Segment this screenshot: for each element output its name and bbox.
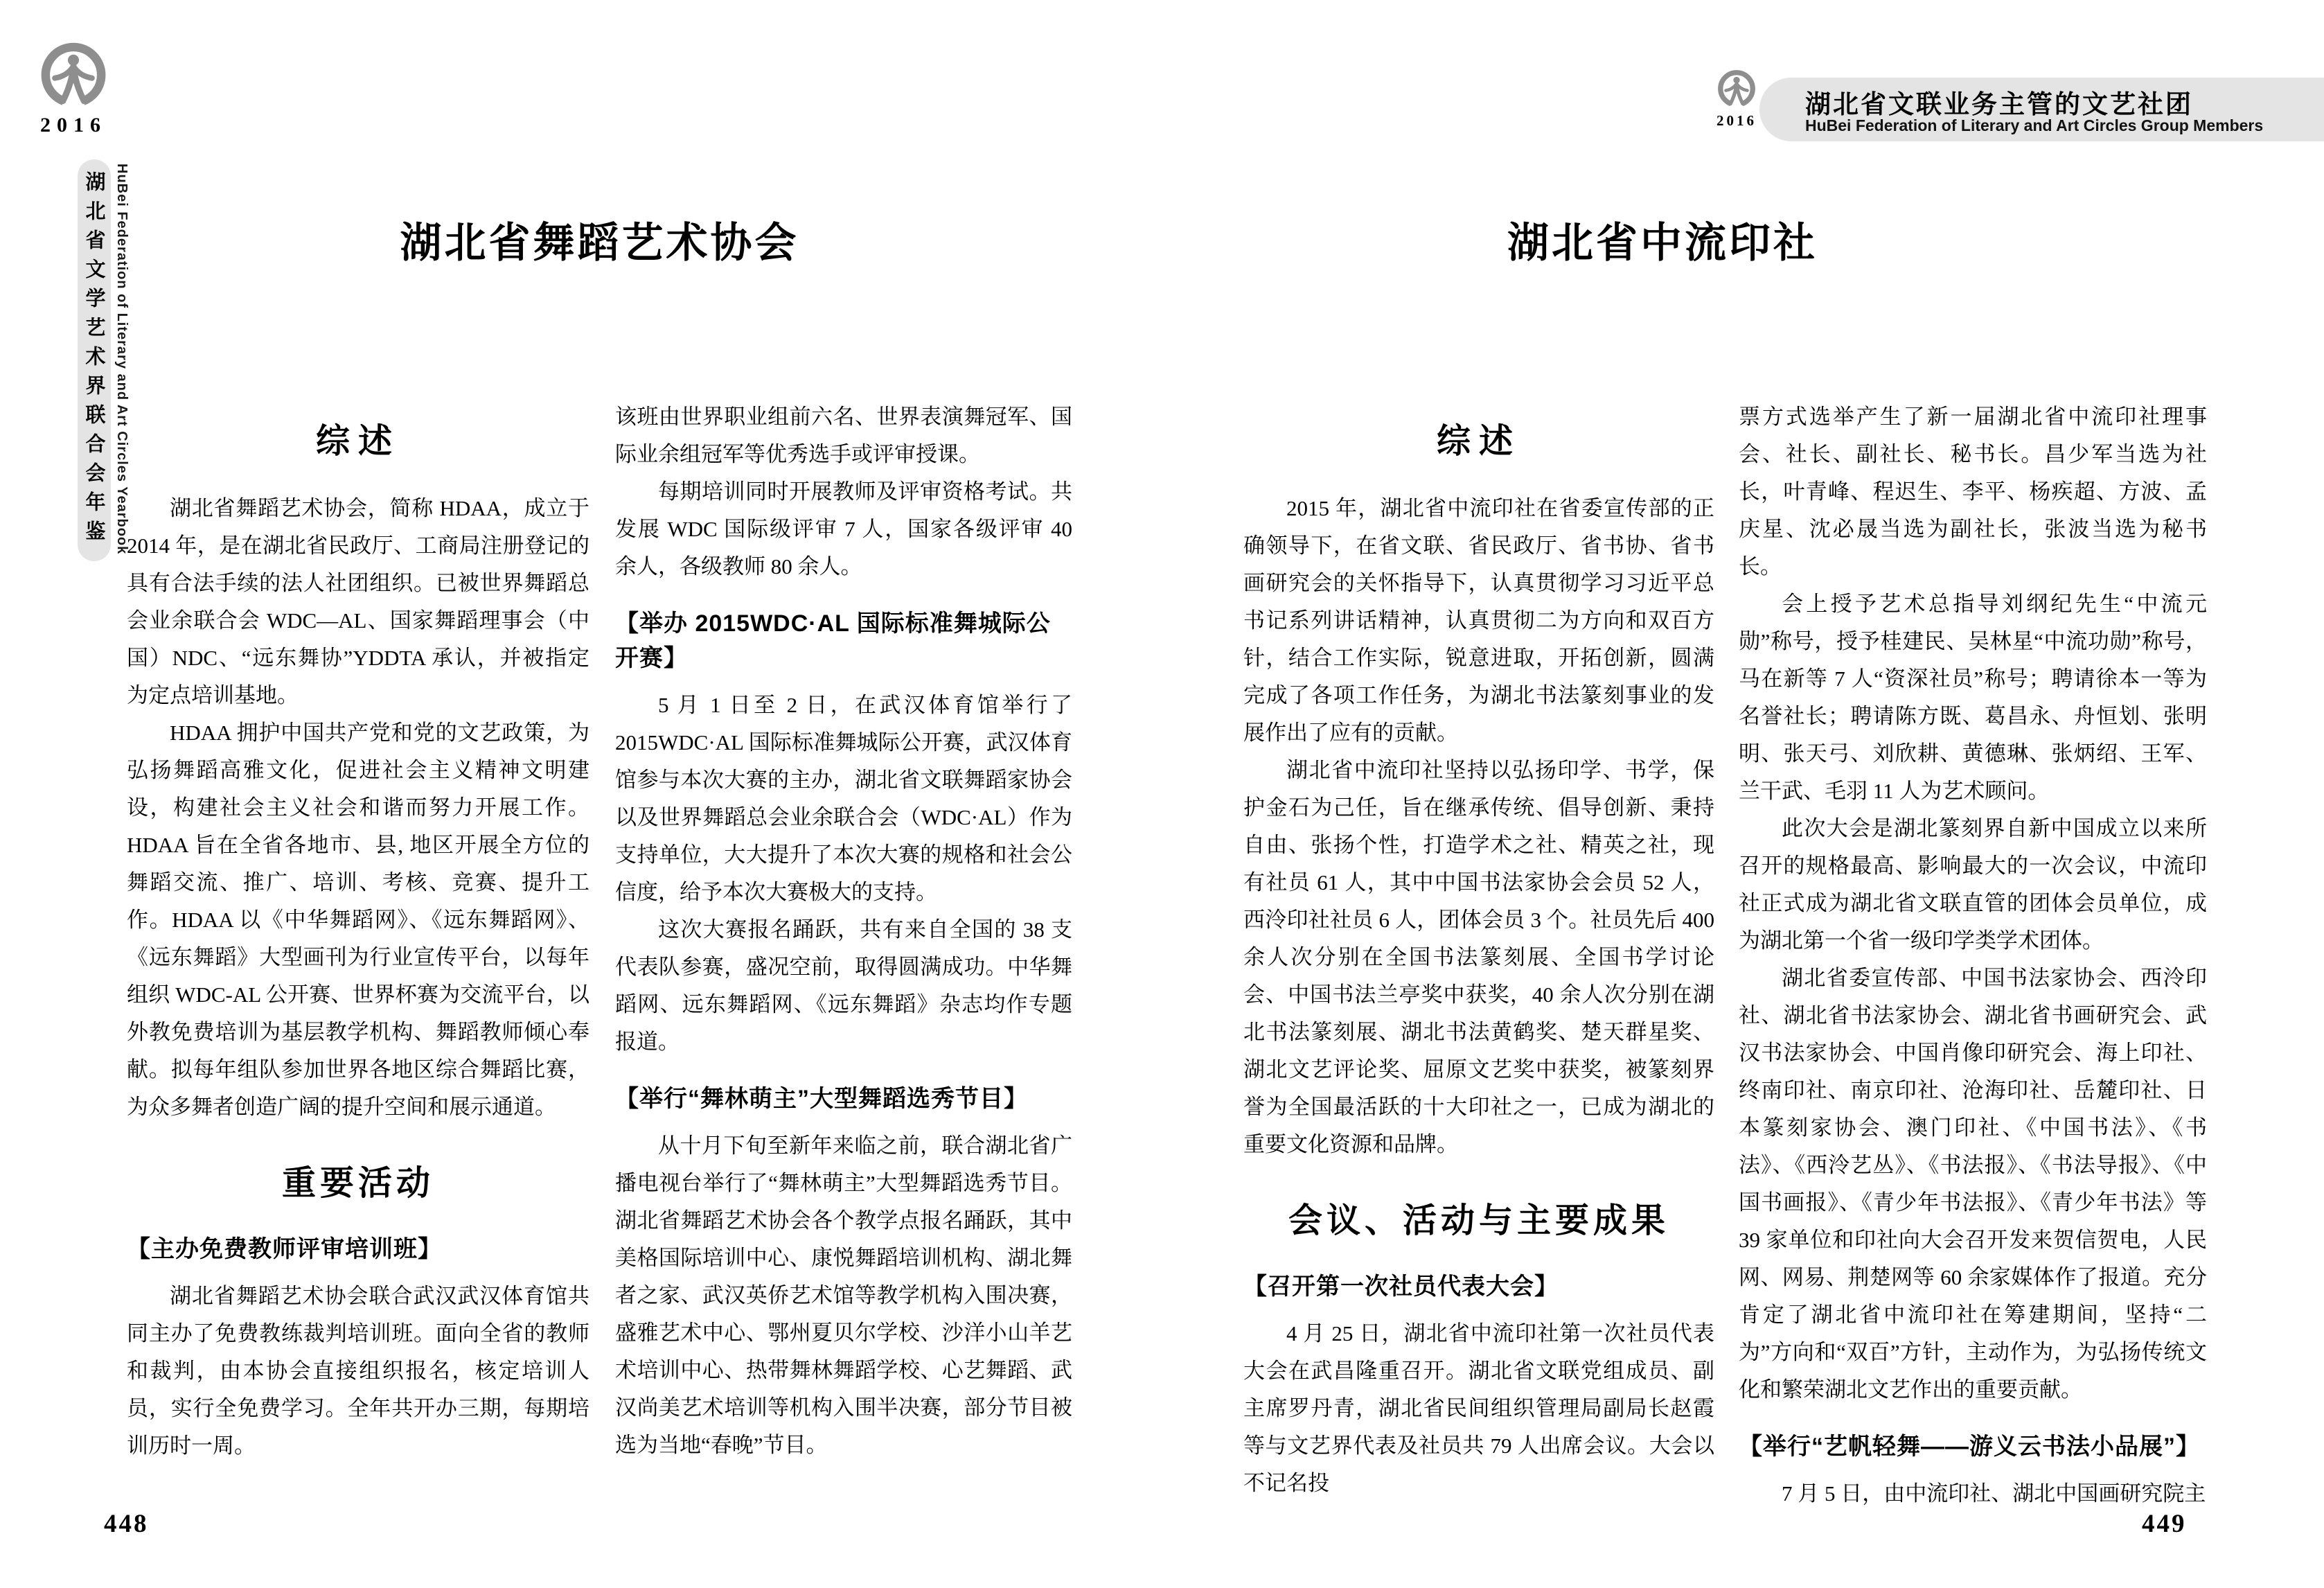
body-paragraph: 该班由世界职业组前六名、世界表演舞冠军、国际业余组冠军等优秀选手或评审授课。 bbox=[615, 405, 1072, 466]
body-paragraph: 湖北省舞蹈艺术协会联合武汉武汉体育馆共同主办了免费教练裁判培训班。面向全省的教师和裁判，由本协会直接组织报名，核定培训人员，实行全免费学习。全年共开办三期，每期培训历时一周。 bbox=[127, 1283, 589, 1458]
body-paragraph: 7 月 5 日，由中流印社、湖北中国画研究院主 bbox=[1782, 1481, 2206, 1506]
body-paragraph: 湖北省舞蹈艺术协会，简称 HDAA，成立于 2014 年，是在湖北省民政厅、工商局注册登记的具有合法手续的法人社团组织。已被世界舞蹈总会业余联合会 WDC—AL、国家舞蹈理事会（中国）NDC、“远东舞协”YDDTA 承认，并被指定为定点培训基地。 bbox=[127, 495, 589, 707]
right-page-number: 449 bbox=[2142, 1510, 2187, 1538]
body-paragraph: 湖北省中流印社坚持以弘扬印学、书学，保护金石为己任，旨在继承传统、倡导创新、秉持自由、张扬个性，打造学术之社、精英之社，现有社员 61 人，其中中国书法家协会会员 52 人，西泠印社社员 6 人，团体会员 3 个。社员先后 400 余人次分别在全国书法篆刻展、全国书学讨论会、中国书法兰亭奖中获奖，40 余人次分别在湖北书法篆刻展、湖北书法黄鹤奖、楚天群星奖、湖北文艺评论奖、屈原文艺奖中获奖，被篆刻界誉为全国最活跃的十大印社之一，已成为湖北的重要文化资源和品牌。 bbox=[1243, 757, 1714, 1156]
header-year: 2016 bbox=[1717, 112, 1757, 129]
header-title-zh: 湖北省文联业务主管的文艺社团 bbox=[1805, 90, 2193, 118]
body-paragraph: 2015 年，湖北省中流印社在省委宣传部的正确领导下，在省文联、省民政厅、省书协、省书画研究会的关怀指导下，认真贯彻学习习近平总书记系列讲话精神，认真贯彻二为方向和双百方针，结合工作实际，锐意进取，开拓创新，圆满完成了各项工作任务，为湖北书法篆刻事业的发展作出了应有的贡献。 bbox=[1243, 495, 1714, 745]
left-page-title: 湖北省舞蹈艺术协会 bbox=[400, 220, 799, 266]
overview-heading: 综述 bbox=[1436, 423, 1521, 460]
sidebar-vertical-subtitle: HuBei Federation of Literary and Art Circles Yearbook bbox=[114, 164, 130, 555]
bracket-subheading: 【举行“艺帆轻舞——游义云书法小品展”】 bbox=[1739, 1433, 2200, 1460]
body-paragraph: 每期培训同时开展教师及评审资格考试。共发展 WDC 国际级评审 7 人，国家各级评审 40 余人，各级教师 80 余人。 bbox=[615, 479, 1072, 579]
right-page-column-1 bbox=[1243, 416, 1714, 1502]
right-page-column-2 bbox=[1739, 398, 2207, 1512]
header-title-en: HuBei Federation of Literary and Art Circles Group Members bbox=[1805, 116, 2264, 134]
left-page-number: 448 bbox=[104, 1510, 149, 1538]
bracket-subheading: 【召开第一次社员代表大会】 bbox=[1243, 1273, 1559, 1300]
left-page-column-1 bbox=[127, 416, 589, 1465]
body-paragraph: 会上授予艺术总指导刘纲纪先生“中流元勋”称号，授予桂建民、吴林星“中流功勋”称号，马在新等 7 人“资深社员”称号；聘请徐本一等为名誉社长；聘请陈方既、葛昌永、舟恒划、张明明、张天弓、刘欣耕、黄德琳、张炳绍、王军、兰干武、毛羽 11 人为艺术顾问。 bbox=[1739, 592, 2207, 803]
body-paragraph: 5 月 1 日至 2 日，在武汉体育馆举行了 2015WDC·AL 国际标准舞城际公开赛，武汉体育馆参与本次大赛的主办，湖北省文联舞蹈家协会以及世界舞蹈总会业余联合会（WDC·AL）作为支持单位，大大提升了本次大赛的规格和社会公信度，给予本次大赛极大的支持。 bbox=[615, 693, 1072, 904]
sidebar-vertical-title: 湖北省文学艺术界联合会年鉴 bbox=[78, 159, 111, 561]
sidebar-year: 2016 bbox=[40, 114, 107, 136]
overview-heading: 综述 bbox=[315, 423, 400, 460]
meetings-heading: 会议、活动与主要成果 bbox=[1288, 1201, 1669, 1239]
body-paragraph: 票方式选举产生了新一届湖北省中流印社理事会、社长、副社长、秘书长。昌少军当选为社长，叶青峰、程迟生、李平、杨疾超、方波、孟庆星、沈必晟当选为副社长，张波当选为秘书长。 bbox=[1739, 405, 2207, 579]
body-paragraph: 从十月下旬至新年来临之前，联合湖北省广播电视台举行了“舞林萌主”大型舞蹈选秀节目。湖北省舞蹈艺术协会各个教学点报名踊跃，其中美格国际培训中心、康悦舞蹈培训机构、湖北舞者之家、武汉英侨艺术馆等教学机构入围决赛，盛雅艺术中心、鄂州夏贝尔学校、沙洋小山羊艺术培训中心、热带舞林舞蹈学校、心艺舞蹈、武汉尚美艺术培训等机构入围半决赛，部分节目被选为当地“春晚”节目。 bbox=[615, 1133, 1072, 1457]
right-page-title: 湖北省中流印社 bbox=[1507, 220, 1818, 266]
yearbook-emblem-icon bbox=[36, 42, 111, 111]
bracket-subheading: 【举行“舞林萌主”大型舞蹈选秀节目】 bbox=[615, 1086, 1028, 1112]
body-paragraph: 湖北省委宣传部、中国书法家协会、西泠印社、湖北省书法家协会、湖北省书画研究会、武汉书法家协会、中国肖像印研究会、海上印社、终南印社、南京印社、沧海印社、岳麓印社、日本篆刻家协会、澳门印社、《中国书法》、《书法》、《西泠艺丛》、《书法报》、《书法导报》、《中国书画报》、《青少年书法报》、《青少年书法》等 39 家单位和印社向大会召开发来贺信贺电，人民网、网易、荆楚网等 60 余家媒体作了报道。充分肯定了湖北省中流印社在筹建期间，坚持“二为”方向和“双百”方针，主动作为，为弘扬传统文化和繁荣湖北文艺作出的重要贡献。 bbox=[1739, 966, 2207, 1402]
body-paragraph: 这次大赛报名踊跃，共有来自全国的 38 支代表队参赛，盛况空前，取得圆满成功。中华舞蹈网、远东舞蹈网、《远东舞蹈》杂志均作专题报道。 bbox=[615, 917, 1072, 1054]
body-paragraph: 4 月 25 日，湖北省中流印社第一次社员代表大会在武昌隆重召开。湖北省文联党组成员、副主席罗丹青，湖北省民间组织管理局副局长赵霞等与文艺界代表及社员共 79 人出席会议。大会以不记名投 bbox=[1243, 1321, 1714, 1495]
body-paragraph: HDAA 拥护中国共产党和党的文艺政策，为弘扬舞蹈高雅文化，促进社会主义精神文明建设，构建社会主义社会和谐而努力开展工作。HDAA 旨在全省各地市、县, 地区开展全方位的舞蹈交流、推广、培训、考核、竞赛、提升工作。HDAA 以《中华舞蹈网》、《远东舞蹈网》、《远东舞蹈》大型画刊为行业宣传平台，以每年组织 WDC-AL 公开赛、世界杯赛为交流平台，以外教免费培训为基层教学机构、舞蹈教师倾心奉献。拟每年组队参加世界各地区综合舞蹈比赛，为众多舞者创造广阔的提升空间和展示通道。 bbox=[127, 720, 589, 1119]
left-page-column-2 bbox=[615, 398, 1072, 1464]
activities-heading: 重要活动 bbox=[281, 1164, 434, 1202]
header-emblem-icon bbox=[1715, 69, 1758, 109]
bracket-subheading: 【主办免费教师评审培训班】 bbox=[127, 1235, 442, 1262]
bracket-subheading: 【举办 2015WDC·AL 国际标准舞城际公开赛】 bbox=[615, 610, 1051, 671]
body-paragraph: 此次大会是湖北篆刻界自新中国成立以来所召开的规格最高、影响最大的一次会议，中流印社正式成为湖北省文联直管的团体会员单位，成为湖北第一个省一级印学类学术团体。 bbox=[1739, 816, 2207, 953]
